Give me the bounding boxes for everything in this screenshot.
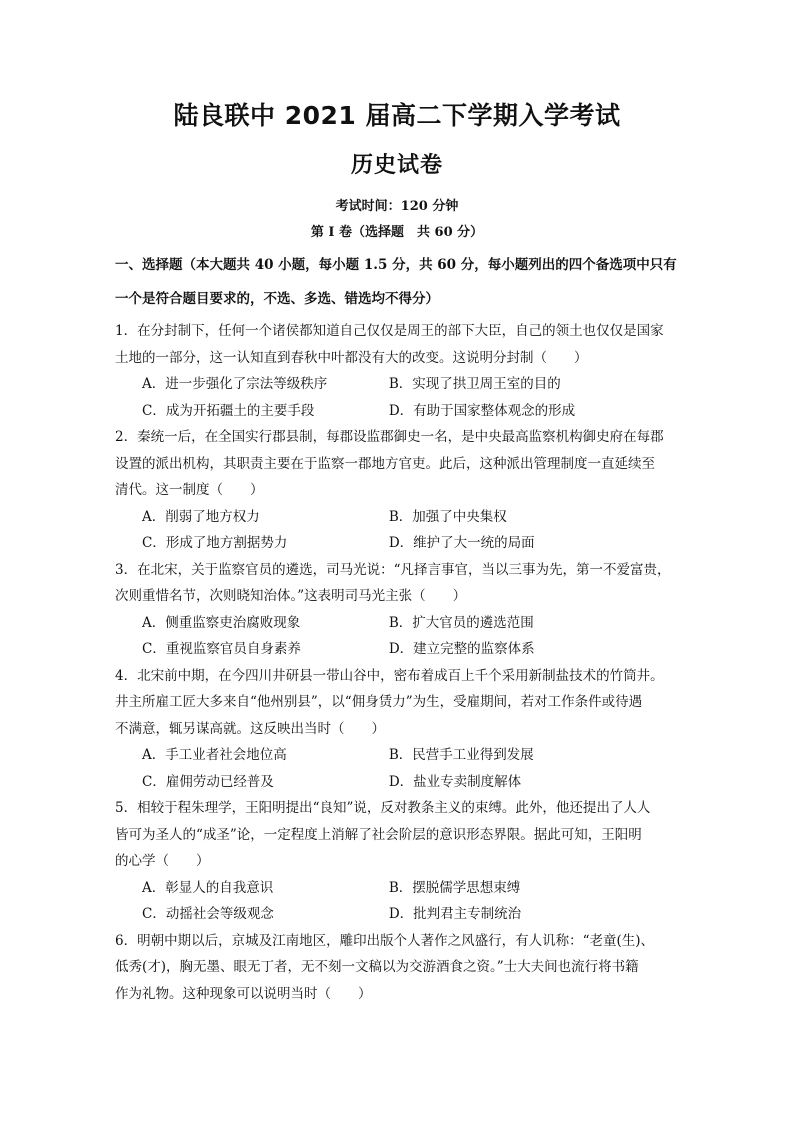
question-2	[115, 424, 685, 557]
question-stem-line: 作为礼物。这种现象可以说明当时（ ）	[115, 985, 372, 1002]
section-instruction-line-2: 一个是符合题目要求的，不选、多选、错选均不得分）	[115, 291, 439, 307]
question-stem-line: 低秀(才)，胸无墨、眼无丁者，无不刻一文稿以为交游酒食之资。”士大夫间也流行将书籍	[115, 959, 639, 975]
answer-option[interactable]: A．进一步强化了宗法等级秩序	[142, 376, 328, 392]
question-stem-line: 4．北宋前中期，在今四川井研县一带山谷中，密布着成百上千个采用新制盐技术的竹筒井。	[115, 667, 664, 684]
options-row	[115, 875, 685, 902]
answer-option[interactable]: B．民营手工业得到发展	[388, 747, 534, 763]
question-5	[115, 795, 685, 928]
options-row	[115, 769, 685, 796]
options-row	[115, 504, 685, 531]
question-stem-line: 不满意，辄另谋高就。这反映出当时（ ）	[115, 720, 385, 737]
question-stem-line: 设置的派出机构，其职责主要在于监察一郡地方官吏。此后，这种派出管理制度一直延续至	[115, 455, 655, 472]
question-stem-line: 1．在分封制下，任何一个诸侯都知道自己仅仅是周王的部下大臣，自己的领土也仅仅是国家	[115, 323, 664, 339]
answer-option[interactable]: A．削弱了地方权力	[142, 508, 260, 525]
answer-option[interactable]: B．扩大官员的遴选范围	[388, 614, 534, 631]
answer-option[interactable]: B．实现了拱卫周王室的目的	[388, 376, 561, 392]
answer-option[interactable]: D．盐业专卖制度解体	[388, 773, 522, 790]
options-row	[115, 610, 685, 637]
answer-option[interactable]: A．侧重监察吏治腐败现象	[142, 614, 301, 631]
options-row	[115, 901, 685, 928]
volume-heading: 第 I 卷（选择题 共 60 分）	[310, 225, 484, 240]
question-stem-line: 5．相较于程朱理学，王阳明提出“良知”说，反对教条主义的束缚。此外，他还提出了人人	[115, 800, 651, 816]
question-1	[115, 318, 685, 424]
question-stem-line: 次则重惜名节，次则晓知治体。”这表明司马光主张（ ）	[115, 588, 467, 604]
answer-option[interactable]: A．手工业者社会地位高	[142, 747, 287, 763]
answer-option[interactable]: C．形成了地方割据势力	[142, 535, 288, 551]
exam-title: 陆良联中 2021 届高二下学期入学考试	[173, 101, 621, 130]
question-6	[115, 928, 685, 1008]
options-row	[115, 371, 685, 398]
exam-time: 考试时间：120 分钟	[335, 199, 459, 214]
question-stem-line: 清代。这一制度（ ）	[115, 482, 264, 498]
question-4	[115, 663, 685, 796]
question-stem-line: 的心学（ ）	[115, 853, 210, 869]
answer-option[interactable]: C．雇佣劳动已经普及	[142, 773, 274, 790]
answer-option[interactable]: B．摆脱儒学思想束缚	[388, 879, 521, 896]
question-stem-line: 井主所雇工匠大多来自“他州别县”，以“佣身赁力”为生，受雇期间，若对工作条件或待遇	[115, 694, 643, 710]
answer-option[interactable]: A．彰显人的自我意识	[142, 879, 274, 896]
question-stem-line: 6．明朝中期以后，京城及江南地区，雕印出版个人著作之风盛行，有人讥称：“老童(生)、	[115, 932, 655, 949]
answer-option[interactable]: D．建立完整的监察体系	[388, 641, 535, 657]
answer-option[interactable]: C．成为开拓疆土的主要手段	[142, 402, 315, 419]
options-row	[115, 530, 685, 557]
question-stem-line: 土地的一部分，这一认知直到春秋中叶都没有大的改变。这说明分封制（ ）	[115, 349, 588, 366]
options-row	[115, 636, 685, 663]
question-stem-line: 皆可为圣人的“成圣”论，一定程度上消解了社会阶层的意识形态界限。据此可知，王阳明	[115, 826, 642, 843]
answer-option[interactable]: B．加强了中央集权	[388, 508, 507, 525]
exam-subject: 历史试卷	[350, 153, 443, 178]
options-row	[115, 742, 685, 769]
answer-option[interactable]: C．动摇社会等级观念	[142, 906, 274, 922]
question-list	[115, 318, 685, 1007]
section-instruction-line-1: 一、选择题（本大题共 40 小题，每小题 1.5 分，共 60 分，每小题列出的四个备选项中只有	[115, 257, 677, 273]
options-row	[115, 398, 685, 425]
question-3	[115, 557, 685, 663]
question-stem-line: 3．在北宋，关于监察官员的遴选，司马光说：“凡择言事官，当以三事为先，第一不爱富贵，	[115, 561, 671, 578]
answer-option[interactable]: D．维护了大一统的局面	[388, 535, 535, 551]
answer-option[interactable]: D．批判君主专制统治	[388, 906, 522, 922]
answer-option[interactable]: C．重视监察官员自身素养	[142, 641, 301, 657]
answer-option[interactable]: D．有助于国家整体观念的形成	[388, 402, 576, 419]
question-stem-line: 2．秦统一后，在全国实行郡县制，每郡设监郡御史一名，是中央最高监察机构御史府在每郡	[115, 429, 664, 445]
